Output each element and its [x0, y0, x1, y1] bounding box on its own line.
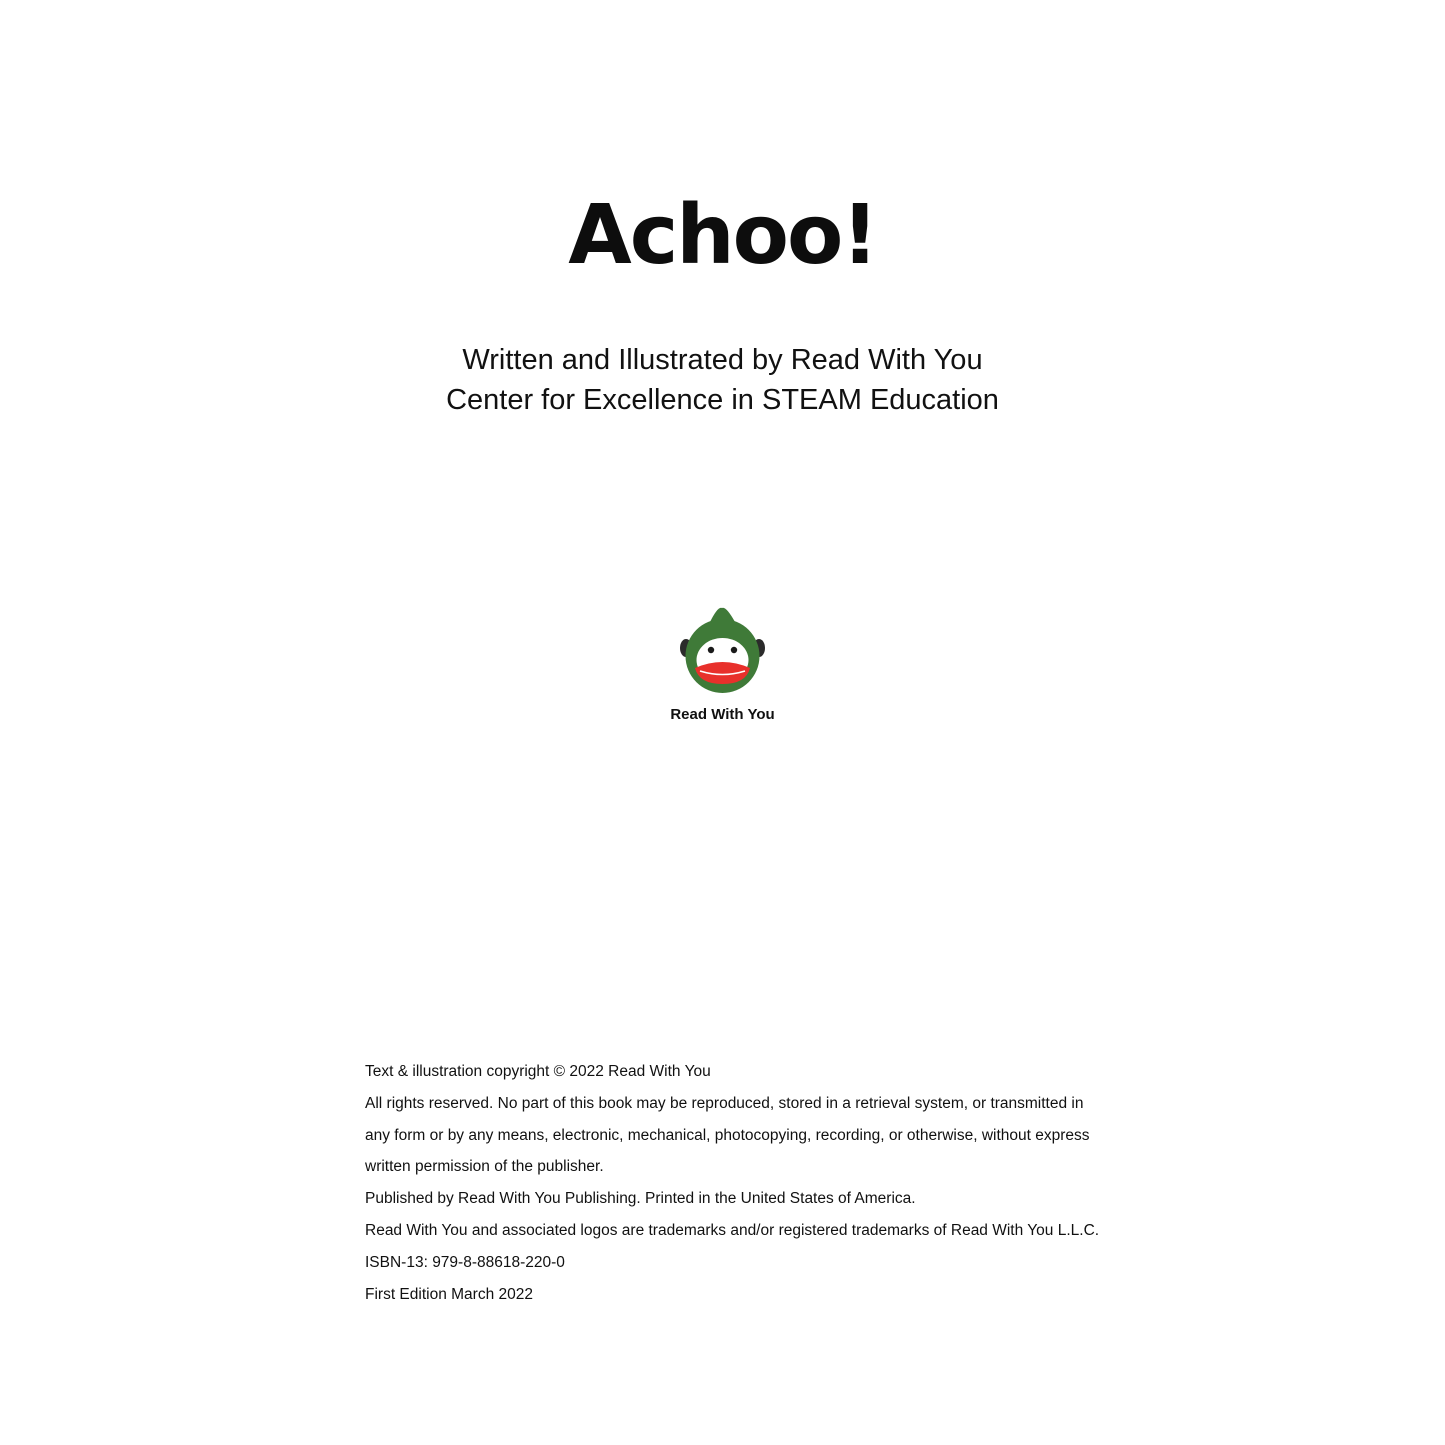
left-eye	[708, 647, 714, 653]
rights-line: any form or by any means, electronic, mechanical, photocopying, recording, or otherwise, without express	[365, 1126, 1090, 1144]
logo-label: Read With You	[670, 706, 775, 723]
edition-line: First Edition March 2022	[365, 1285, 533, 1303]
rights-line: All rights reserved. No part of this book may be reproduced, stored in a retrieval system, or transmitted in	[365, 1094, 1084, 1112]
book-title: Achoo!	[568, 188, 877, 283]
publisher-logo	[662, 604, 783, 729]
monkey-face-icon	[680, 604, 765, 699]
rights-line: written permission of the publisher.	[365, 1158, 604, 1176]
right-eye	[731, 647, 737, 653]
copyright-block	[365, 1056, 1105, 1310]
copyright-line: Text & illustration copyright © 2022 Read With You	[365, 1063, 711, 1080]
author-credit-line-2: Center for Excellence in STEAM Education	[446, 384, 999, 416]
publisher-line: Published by Read With You Publishing. Printed in the United States of America.	[365, 1190, 916, 1208]
trademark-line: Read With You and associated logos are trademarks and/or registered trademarks of Read With You L.L.C.	[365, 1221, 1100, 1239]
isbn-line: ISBN-13: 979-8-88618-220-0	[365, 1253, 565, 1271]
author-credit	[0, 340, 1445, 420]
author-credit-line-1: Written and Illustrated by Read With You	[462, 344, 983, 376]
